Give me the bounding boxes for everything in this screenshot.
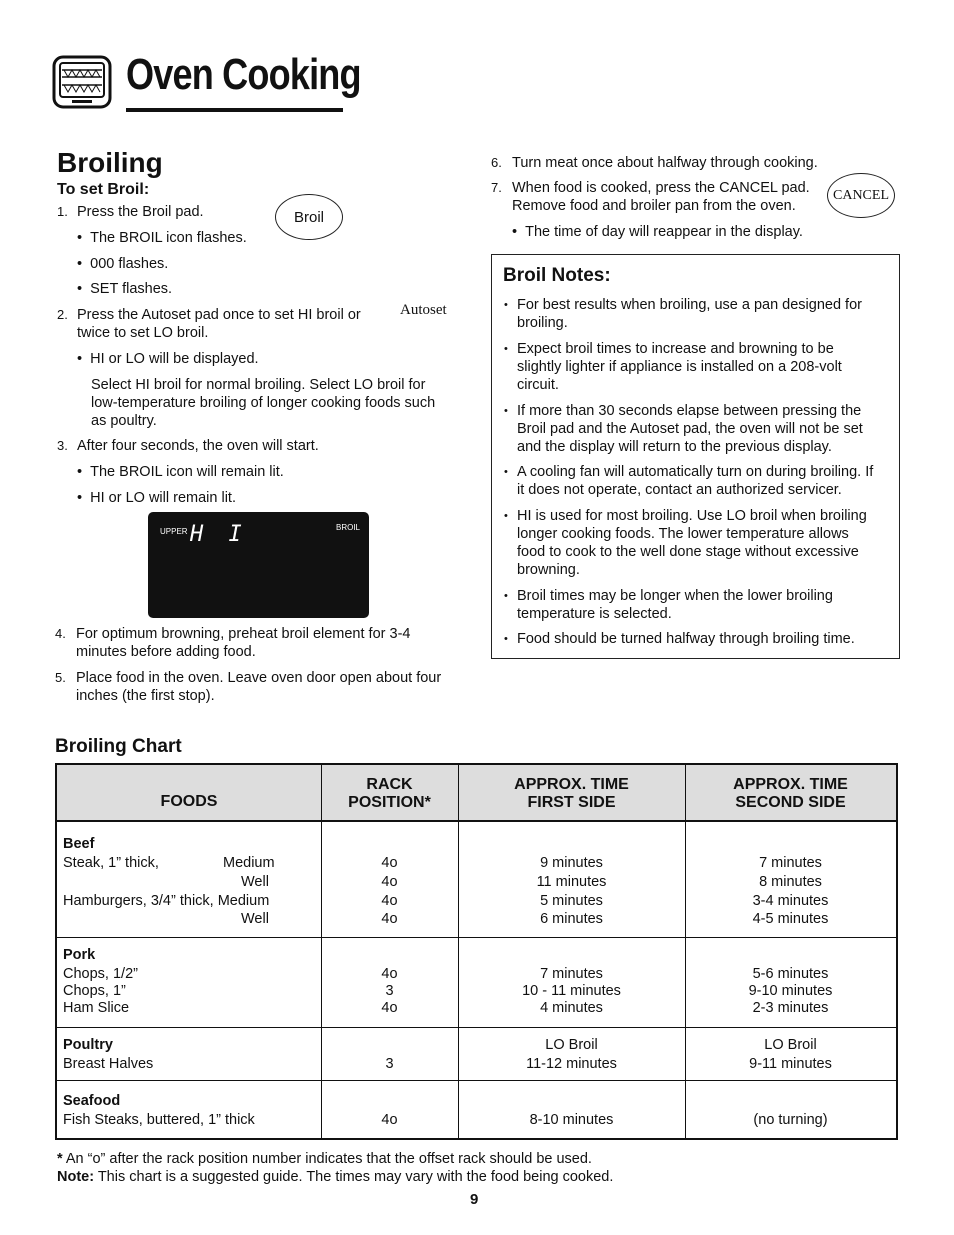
- first-side-cell: 8-10 minutes: [529, 1112, 614, 1128]
- note-item: [504, 340, 894, 394]
- autoset-pad[interactable]: Autoset: [400, 302, 447, 318]
- food-cell: Breast Halves: [63, 1056, 154, 1072]
- step-text: For optimum browning, preheat broil element for 3-4: [76, 626, 411, 642]
- broiling-chart-table: [55, 763, 898, 1140]
- note-item: [504, 402, 894, 456]
- note-line: • Food should be turned halfway through broiling time.: [517, 631, 855, 647]
- notes-title: Broil Notes:: [503, 265, 611, 286]
- note-line: • A cooling fan will automatically turn on during broiling. If: [517, 464, 874, 480]
- note-label: Note:: [57, 1169, 95, 1185]
- note-line: longer cooking foods. The lower temperature allows: [517, 526, 849, 542]
- doneness-cell: Medium: [223, 855, 275, 871]
- step-4: [55, 625, 66, 643]
- header-first-side: [458, 776, 685, 812]
- step-text: minutes before adding food.: [76, 644, 256, 660]
- second-side-cell: 7 minutes: [759, 855, 822, 871]
- note-item: [504, 630, 894, 648]
- note-line: • For best results when broiling, use a pan designed for: [517, 297, 862, 313]
- first-side-cell: 10 - 11 minutes: [522, 983, 621, 999]
- step-paragraph: as poultry.: [91, 413, 157, 429]
- page-number: 9: [470, 1191, 479, 1208]
- step-3: [57, 437, 319, 455]
- oven-icon: [52, 55, 112, 109]
- footnote-offset: [57, 1150, 613, 1168]
- step-text: inches (the first stop).: [76, 688, 215, 704]
- step-1: [57, 203, 204, 221]
- second-side-cell: 5-6 minutes: [752, 966, 829, 982]
- header-line: APPROX. TIME: [733, 776, 848, 793]
- broil-notes-box: [491, 254, 900, 659]
- category-pork: Pork: [63, 947, 96, 963]
- step-number: 1.: [57, 204, 68, 219]
- category-poultry: Poultry: [63, 1037, 113, 1053]
- display-value: H I: [190, 522, 248, 547]
- first-side-cell: 5 minutes: [540, 893, 603, 909]
- step-number: 6.: [491, 155, 502, 170]
- title-rule: [126, 108, 343, 112]
- food-cell: Fish Steaks, buttered, 1” thick: [63, 1112, 255, 1128]
- second-side-cell: 8 minutes: [759, 874, 822, 890]
- step-paragraph: Select HI broil for normal broiling. Select LO broil for: [91, 377, 426, 393]
- step-text: twice to set LO broil.: [77, 325, 209, 341]
- bullet-text: HI or LO will remain lit.: [90, 490, 236, 506]
- display-upper-label: UPPER: [160, 527, 188, 536]
- footnote: [57, 1150, 613, 1186]
- broil-pad[interactable]: Broil: [275, 194, 343, 240]
- header-foods: FOODS: [160, 793, 218, 810]
- step-number: 4.: [55, 626, 66, 641]
- step-2: [57, 306, 68, 324]
- second-side-cell: 9-11 minutes: [749, 1056, 832, 1072]
- first-side-cell: 4 minutes: [540, 1000, 603, 1016]
- note-line: • HI is used for most broiling. Use LO broil when broiling: [517, 508, 867, 524]
- rack-cell: 4o: [381, 966, 398, 982]
- note-line: and the display will return to the previous display.: [517, 439, 832, 455]
- step-5: [55, 669, 66, 687]
- food-cell: Chops, 1/2”: [63, 966, 138, 982]
- header-line: APPROX. TIME: [514, 776, 629, 793]
- note-item: [504, 296, 894, 332]
- header-second-side: [685, 776, 896, 812]
- step-text: Turn meat once about halfway through cooking.: [512, 155, 818, 171]
- step-text: Press the Broil pad.: [77, 204, 204, 220]
- note-line: food to cook to the well done stage without excessive: [517, 544, 859, 560]
- step-1-bullet: • 000 flashes.: [77, 256, 169, 272]
- bullet-text: The BROIL icon will remain lit.: [90, 464, 284, 480]
- note-line: • If more than 30 seconds elapse between pressing the: [517, 403, 862, 419]
- note-line: browning.: [517, 562, 580, 578]
- oven-display: [148, 512, 369, 618]
- footnote-note: [57, 1168, 613, 1186]
- step-number: 5.: [55, 670, 66, 685]
- chart-title: Broiling Chart: [55, 736, 182, 757]
- header-line: SECOND SIDE: [735, 794, 846, 811]
- step-6: [491, 154, 502, 172]
- food-cell: Chops, 1”: [63, 983, 126, 999]
- second-side-cell: 2-3 minutes: [752, 1000, 829, 1016]
- second-side-label: LO Broil: [764, 1037, 817, 1053]
- first-side-cell: 7 minutes: [540, 966, 603, 982]
- note-line: Broil pad and the Autoset pad, the oven will not be set: [517, 421, 863, 437]
- step-3-bullet: • HI or LO will remain lit.: [77, 490, 236, 506]
- second-side-cell: 3-4 minutes: [752, 893, 829, 909]
- second-side-cell: 9-10 minutes: [748, 983, 833, 999]
- column-divider: [321, 765, 322, 1138]
- step-number: 3.: [57, 438, 68, 453]
- bullet-text: HI or LO will be displayed.: [90, 351, 259, 367]
- category-beef: Beef: [63, 836, 95, 852]
- step-paragraph: low-temperature broiling of longer cooking foods such: [91, 395, 436, 411]
- section-subtitle: To set Broil:: [57, 181, 150, 198]
- note-item: [504, 463, 894, 499]
- note-line: • Broil times may be longer when the lower broiling: [517, 588, 833, 604]
- footnote-text: An “o” after the rack position number indicates that the offset rack should be used.: [62, 1151, 592, 1167]
- first-side-cell: 11 minutes: [536, 874, 607, 890]
- note-line: circuit.: [517, 377, 559, 393]
- column-divider: [458, 765, 459, 1138]
- step-number: 2.: [57, 307, 68, 322]
- row-divider: [57, 1027, 896, 1028]
- footnote-star: *: [57, 1151, 63, 1167]
- note-line: broiling.: [517, 315, 568, 331]
- section-title: Broiling: [57, 147, 163, 178]
- header-line: FIRST SIDE: [527, 794, 616, 811]
- step-text: Place food in the oven. Leave oven door open about four: [76, 670, 442, 686]
- doneness-cell: Well: [241, 874, 269, 890]
- step-1-bullet: • The BROIL icon flashes.: [77, 230, 247, 246]
- page-title: Oven Cooking: [126, 50, 361, 99]
- header-line: POSITION*: [348, 794, 431, 811]
- note-line: slightly lighter if appliance is installed on a 208-volt: [517, 359, 842, 375]
- step-7: [491, 179, 502, 197]
- note-text: This chart is a suggested guide. The times may vary with the food being cooked.: [94, 1169, 614, 1185]
- rack-cell: 4o: [381, 855, 398, 871]
- first-side-cell: 9 minutes: [540, 855, 603, 871]
- display-broil-label: BROIL: [336, 523, 361, 532]
- cancel-pad[interactable]: CANCEL: [827, 173, 895, 218]
- second-side-cell: 4-5 minutes: [752, 911, 829, 927]
- row-divider: [57, 937, 896, 938]
- step-text: When food is cooked, press the CANCEL pad.: [512, 180, 810, 196]
- bullet-text: The BROIL icon flashes.: [90, 230, 247, 246]
- first-side-label: LO Broil: [545, 1037, 598, 1053]
- step-3-bullet: • The BROIL icon will remain lit.: [77, 464, 284, 480]
- step-text: Press the Autoset pad once to set HI broil or: [77, 307, 361, 323]
- first-side-cell: 11-12 minutes: [526, 1056, 617, 1072]
- step-1-bullet: • SET flashes.: [77, 281, 173, 297]
- step-number: 7.: [491, 180, 502, 195]
- rack-cell: 3: [385, 1056, 394, 1072]
- header-rack: [321, 776, 458, 812]
- row-divider: [57, 1080, 896, 1081]
- rack-cell: 4o: [381, 1112, 398, 1128]
- step-text: Remove food and broiler pan from the oven.: [512, 198, 796, 214]
- rack-cell: 4o: [381, 893, 398, 909]
- food-cell: Ham Slice: [63, 1000, 130, 1016]
- note-line: temperature is selected.: [517, 606, 672, 622]
- second-side-cell: (no turning): [753, 1112, 828, 1128]
- rack-cell: 4o: [381, 911, 398, 927]
- rack-cell: 4o: [381, 874, 398, 890]
- rack-cell: 3: [385, 983, 394, 999]
- food-cell: Hamburgers, 3/4” thick, Medium: [63, 893, 270, 909]
- bullet-text: The time of day will reappear in the display.: [525, 224, 803, 240]
- note-line: • Expect broil times to increase and browning to be: [517, 341, 834, 357]
- step-text: After four seconds, the oven will start.: [77, 438, 319, 454]
- first-side-cell: 6 minutes: [540, 911, 603, 927]
- category-seafood: Seafood: [63, 1093, 121, 1109]
- step-2-bullet: • HI or LO will be displayed.: [77, 351, 259, 367]
- bullet-text: 000 flashes.: [90, 256, 169, 272]
- food-cell: Steak, 1” thick,: [63, 855, 159, 871]
- step-7-bullet: • The time of day will reappear in the display.: [512, 224, 803, 240]
- doneness-cell: Well: [241, 911, 269, 927]
- note-item: [504, 587, 894, 623]
- bullet-text: SET flashes.: [90, 281, 173, 297]
- column-divider: [685, 765, 686, 1138]
- header-line: RACK: [366, 776, 413, 793]
- note-line: it does not operate, contact an authorized servicer.: [517, 482, 842, 498]
- rack-cell: 4o: [381, 1000, 398, 1016]
- note-item: [504, 507, 894, 579]
